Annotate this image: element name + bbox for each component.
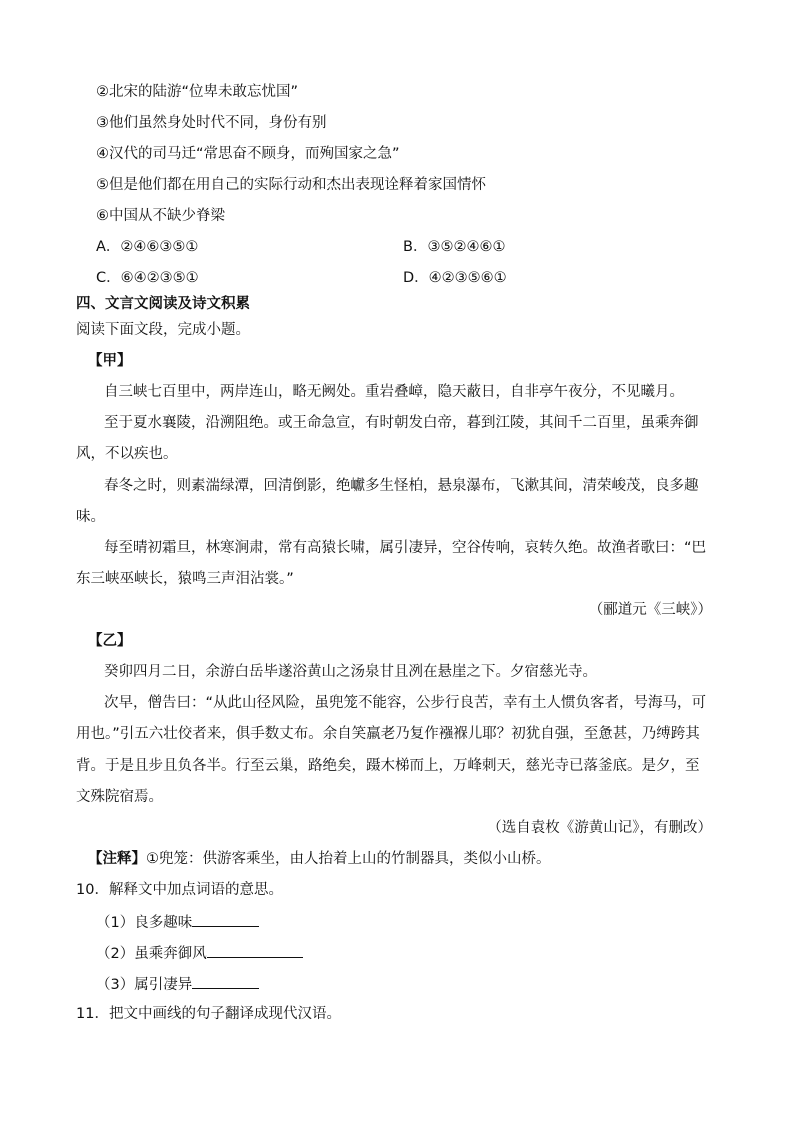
question-10-item-2: [96, 942, 303, 964]
question-10-item-1: [96, 911, 259, 933]
answer-blank-2[interactable]: [207, 942, 303, 958]
option-d: D．④②③⑤⑥①: [403, 270, 507, 286]
passage-yi-p2-line3: 背。于是且步且负各半。行至云巢，路绝矣，蹑木梯而上，万峰刺天，慈光寺已落釜底。是夕，至: [76, 758, 700, 774]
passage-jia-p4-line2: 东三峡巫峡长，猿鸣三声泪沾裳。”: [76, 571, 294, 587]
passage-jia-p2-line1: 至于夏水襄陵，沿溯阻绝。或王命急宣，有时朝发白帝，暮到江陵，其间千二百里，虽乘奔御: [104, 415, 699, 431]
passage-yi-p2-line2: 用也。”引五六壮佼者来，俱手数丈布。余自笑羸老乃复作襁褓儿耶？初犹自强，至惫甚，乃缚跨其: [76, 726, 700, 742]
option-a: A．②④⑥③⑤①: [96, 239, 199, 255]
list-item-5: ⑤但是他们都在用自己的实际行动和杰出表现诠释着家国情怀: [96, 177, 486, 193]
annotation-text: ①兜笼：供游客乘坐，由人抬着上山的竹制器具，类似小山桥。: [146, 851, 551, 867]
option-b: B．③⑤②④⑥①: [403, 239, 506, 255]
passage-yi-source: （选自袁枚《游黄山记》，有删改）: [487, 820, 712, 836]
annotation: [88, 849, 551, 869]
passage-yi-p1: 癸卯四月二日，余游白岳毕遂浴黄山之汤泉甘且冽在悬崖之下。夕宿慈光寺。: [104, 664, 597, 680]
list-item-4: ④汉代的司马迁“常思奋不顾身，而殉国家之急”: [96, 146, 400, 162]
passage-jia-p2-line2: 风，不以疾也。: [76, 446, 178, 462]
passage-jia-p4-line1: 每至晴初霜旦，林寒涧肃，常有高猿长啸，属引凄异，空谷传响，哀转久绝。故渔者歌曰：“巴: [104, 540, 707, 556]
passage-jia-source: （郦道元《三峡》）: [588, 602, 712, 618]
passage-yi-p2-line1: 次早，僧告曰：“从此山径风险，虽兜笼不能容，公步行良苦，幸有土人惯负客者，号海马，可: [104, 695, 707, 711]
section-title: 四、文言文阅读及诗文积累: [76, 296, 250, 312]
question-10-item-3-text: （3）属引凄异: [96, 977, 193, 993]
question-10-item-3: [96, 973, 259, 995]
question-10-item-2-text: （2）虽乘奔御风: [96, 946, 207, 962]
question-11-stem: 11．把文中画线的句子翻译成现代汉语。: [76, 1006, 341, 1022]
list-item-3: ③他们虽然身处时代不同，身份有别: [96, 115, 327, 131]
annotation-label: 【注释】: [88, 851, 146, 867]
passage-jia-p3-line2: 味。: [76, 509, 105, 525]
answer-blank-1[interactable]: [192, 911, 259, 927]
instruction: 阅读下面文段，完成小题。: [76, 322, 250, 338]
passage-jia-label: 【甲】: [88, 353, 132, 369]
question-10-stem: 10．解释文中加点词语的意思。: [76, 882, 283, 898]
passage-yi-p2-line4: 文殊院宿焉。: [76, 789, 163, 805]
list-item-2: ②北宋的陆游“位卑未敢忘忧国”: [96, 84, 299, 100]
passage-jia-p3-line1: 春冬之时，则素湍绿潭，回清倒影，绝巘多生怪柏，悬泉瀑布，飞漱其间，清荣峻茂，良多趣: [104, 478, 699, 494]
question-10-item-1-text: （1）良多趣味: [96, 915, 193, 931]
option-c: C．⑥④②③⑤①: [96, 270, 199, 286]
passage-jia-p1: 自三峡七百里中，两岸连山，略无阙处。重岩叠嶂，隐天蔽日，自非亭午夜分，不见曦月。: [104, 384, 684, 400]
passage-yi-label: 【乙】: [88, 633, 132, 649]
list-item-6: ⑥中国从不缺少脊梁: [96, 208, 225, 224]
answer-blank-3[interactable]: [192, 973, 259, 989]
